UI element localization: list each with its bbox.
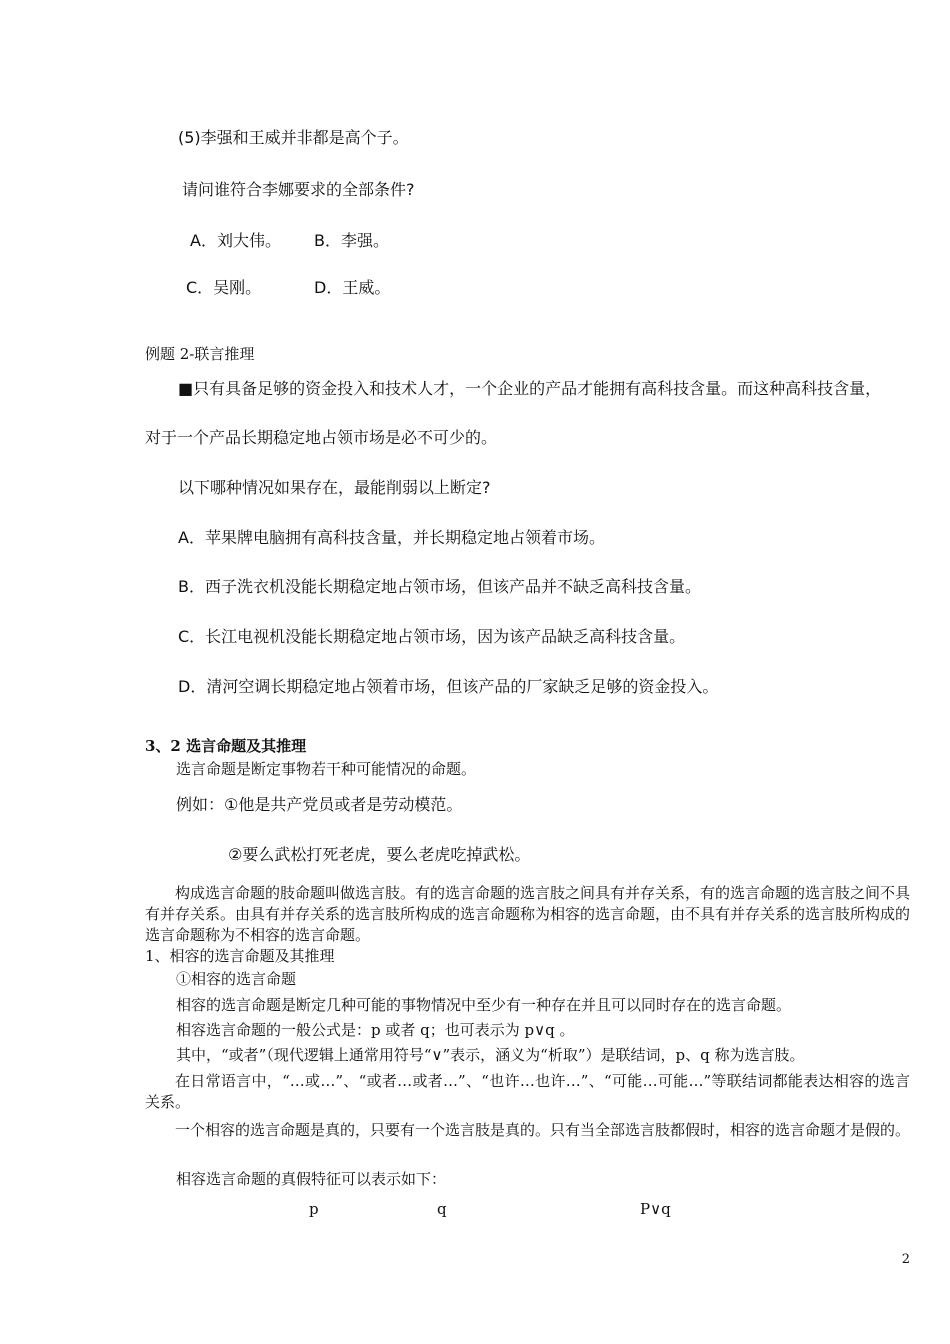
general-formula: 相容选言命题的一般公式是：p 或者 q；也可表示为 p∨q 。 [176,1021,575,1039]
example-2-option-b: B．西子洗衣机没能长期稳定地占领市场，但该产品并不缺乏高科技含量。 [178,577,701,596]
q1-option-c: C．吴刚。 [186,278,262,297]
subsection-1-item: ①相容的选言命题 [176,970,297,988]
truth-table-header-p-or-q: P∨q [640,1200,671,1218]
truth-table-header-q: q [437,1200,447,1218]
truth-table-intro: 相容选言命题的真假特征可以表示如下： [176,1170,447,1188]
q1-option-d: D．王威。 [314,278,391,297]
connective-explanation: 其中，“或者”（现代逻辑上通常用符号“∨”表示，涵义为“析取”）是联结词，p、q 称为选言肢。 [176,1046,805,1064]
branch-paragraph: 构成选言命题的肢命题叫做选言肢。有的选言命题的选言肢之间具有并存关系，有的选言命题的选言肢之间不具有并存关系。由具有并存关系的选言肢所构成的选言命题称为相容的选言命题，由不具有并存关系的选言肢所构成的选言命题称为不相容的选言命题。 [145,884,911,944]
example-2-title: 例题 2-联言推理 [145,345,255,363]
truth-condition-paragraph: 一个相容的选言命题是真的，只要有一个选言肢是真的。只有当全部选言肢都假时，相容的选言命题才是假的。 [175,1121,911,1139]
q1-option-a: A．刘大伟。 [190,231,281,250]
truth-table-header-p: p [309,1200,319,1218]
example-line-2: ②要么武松打死老虎，要么老虎吃掉武松。 [228,845,531,864]
example-2-stem-line-2: 对于一个产品长期稳定地占领市场是必不可少的。 [145,428,498,447]
example-2-option-d: D．清河空调长期稳定地占领着市场，但该产品的厂家缺乏足够的资金投入。 [178,677,719,696]
example-2-stem-line-1: ■只有具备足够的资金投入和技术人才，一个企业的产品才能拥有高科技含量。而这种高科技含量， [178,379,882,398]
example-2-option-a: A．苹果牌电脑拥有高科技含量，并长期稳定地占领着市场。 [178,528,605,547]
example-line-1: 例如：①他是共产党员或者是劳动模范。 [176,795,463,814]
page-number: 2 [901,1252,910,1267]
section-3-2-heading: 3、2 选言命题及其推理 [145,737,307,755]
q1-option-b: B．李强。 [314,231,389,250]
example-2-question: 以下哪种情况如果存在，最能削弱以上断定? [178,478,491,497]
condition-5: (5)李强和王威并非都是高个子。 [178,128,409,147]
compatible-definition: 相容的选言命题是断定几种可能的事物情况中至少有一种存在并且可以同时存在的选言命题。 [176,996,792,1014]
daily-language-paragraph: 在日常语言中，“…或…”、“或者…或者…”、“也许…也许…”、“可能…可能…”等联结词都能表达相容的选言关系。 [145,1072,910,1111]
question-1-prompt: 请问谁符合李娜要求的全部条件? [182,180,415,199]
subsection-1-heading: 1、相容的选言命题及其推理 [145,947,335,965]
example-2-option-c: C．长江电视机没能长期稳定地占领市场，因为该产品缺乏高科技含量。 [178,627,686,646]
disjunctive-definition: 选言命题是断定事物若干种可能情况的命题。 [176,760,477,778]
